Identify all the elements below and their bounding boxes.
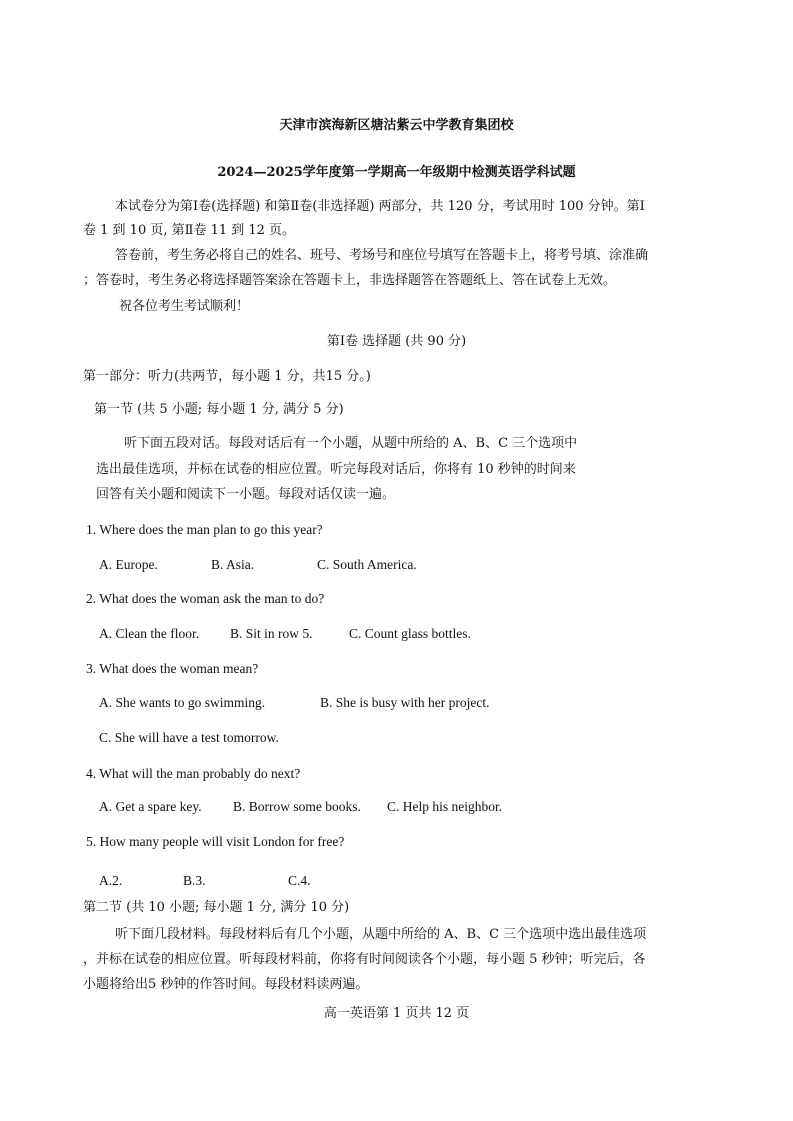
notice-line-2: ；答卷时，考生务必将选择题答案涂在答题卡上，非选择题答在答题纸上、答在试卷上无效。 [83, 273, 617, 288]
section1-directions-line: 选出最佳选项，并标在试卷的相应位置。听完每段对话后，你将有 10 秒钟的时间来 [96, 462, 576, 477]
q2-option-b: B. Sit in row 5. [230, 626, 313, 641]
q1-option-c: C. South America. [317, 557, 417, 572]
q3-option-a: A. She wants to go swimming. [99, 695, 266, 710]
q5-option-c: C.4. [288, 873, 311, 888]
q3-option-b: B. She is busy with her project. [320, 695, 490, 710]
section1-directions-line: 听下面五段对话。每段对话后有一个小题，从题中所给的 A、B、C 三个选项中 [124, 436, 578, 451]
section2-title: 第二节 (共 10 小题; 每小题 1 分, 满分 10 分) [83, 900, 350, 915]
intro-line-2: 卷 1 到 10 页, 第Ⅱ卷 11 到 12 页。 [83, 223, 296, 238]
question-stem-3: 3. What does the woman mean? [86, 661, 259, 676]
part1-title: 第一部分：听力(共两节，每小题 1 分，共15 分。) [83, 369, 371, 384]
q4-option-c: C. Help his neighbor. [387, 799, 503, 814]
section2-directions-line: ，并标在试卷的相应位置。听每段材料前，你将有时间阅读各个小题，每小题 5 秒钟；听完后，各 [83, 952, 646, 967]
q4-option-b: B. Borrow some books. [233, 799, 361, 814]
wish-text: 祝各位考生考试顺利！ [119, 299, 250, 314]
question-stem-2: 2. What does the woman ask the man to do? [86, 591, 325, 606]
page-footer: 高一英语第 1 页共 12 页 [323, 1006, 470, 1021]
intro-line-1: 本试卷分为第Ⅰ卷(选择题) 和第Ⅱ卷(非选择题) 两部分，共 120 分，考试用时 100 分钟。第Ⅰ [115, 199, 645, 214]
question-stem-1: 1. Where does the man plan to go this year? [86, 522, 323, 537]
exam-title: 2024—2025学年度第一学期高一年级期中检测英语学科试题 [217, 165, 576, 180]
q2-option-a: A. Clean the floor. [99, 626, 200, 641]
school-name: 天津市滨海新区塘沽紫云中学教育集团校 [279, 118, 514, 133]
q1-option-b: B. Asia. [211, 557, 255, 572]
volume-title: 第Ⅰ卷 选择题 (共 90 分) [326, 334, 467, 349]
q5-option-a: A.2. [99, 873, 123, 888]
q5-option-b: B.3. [183, 873, 206, 888]
question-stem-5: 5. How many people will visit London for free? [86, 834, 345, 849]
section1-directions-line: 回答有关小题和阅读下一小题。每段对话仅读一遍。 [96, 487, 396, 502]
q2-option-c: C. Count glass bottles. [349, 626, 471, 641]
q3-option-c: C. She will have a test tomorrow. [99, 730, 279, 745]
q1-option-a: A. Europe. [99, 557, 158, 572]
question-stem-4: 4. What will the man probably do next? [86, 766, 301, 781]
q4-option-a: A. Get a spare key. [99, 799, 202, 814]
section1-title: 第一节 (共 5 小题; 每小题 1 分, 满分 5 分) [94, 402, 344, 417]
section2-directions-line: 小题将给出5 秒钟的作答时间。每段材料读两遍。 [83, 977, 369, 992]
notice-line-1: 答卷前，考生务必将自己的姓名、班号、考场号和座位号填写在答题卡上，将考号填、涂准确 [115, 248, 649, 263]
section2-directions-line: 听下面几段材料。每段材料后有几个小题，从题中所给的 A、B、C 三个选项中选出最佳选项 [115, 927, 647, 942]
